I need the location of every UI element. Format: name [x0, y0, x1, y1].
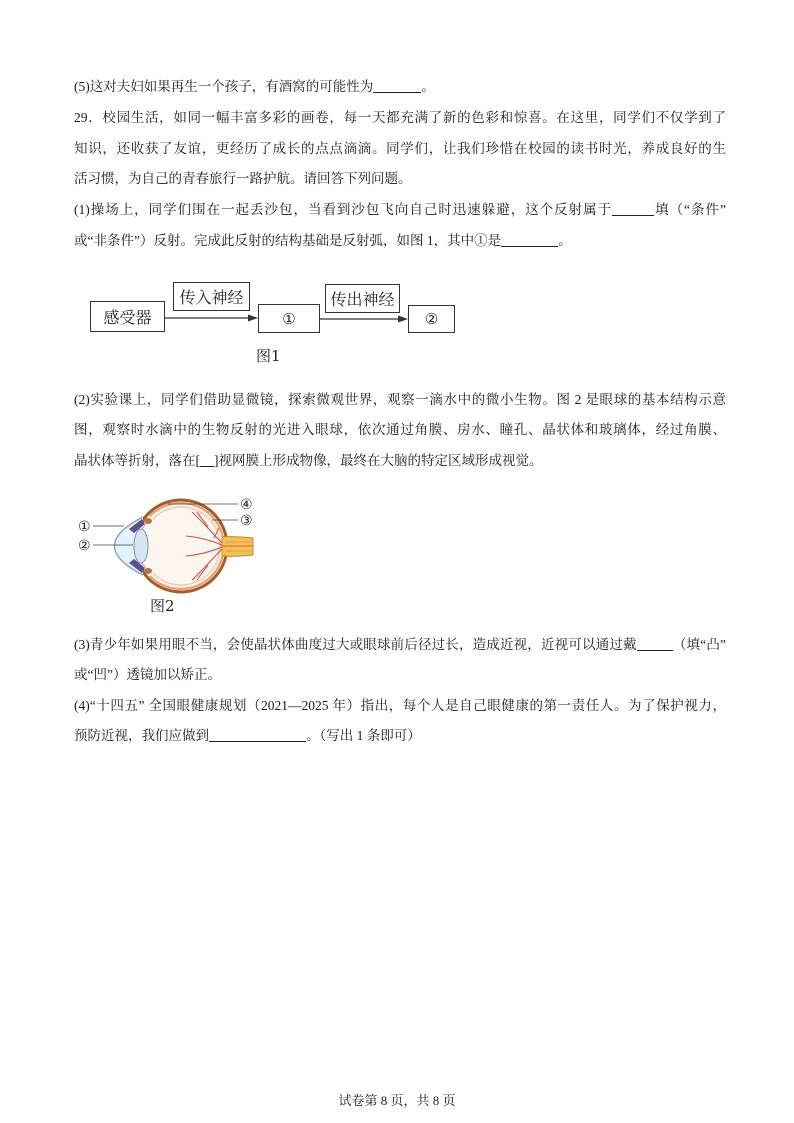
q29-sub3-line-2: 或“凹”）透镜加以矫正。 — [74, 667, 221, 683]
answer-blank — [637, 639, 673, 651]
q29-stem-line-2: 知识，还收获了友谊，更经历了成长的点点滴滴。同学们，让我们珍惜在校园的读书时光，养成良好的生 — [74, 140, 726, 156]
q29-sub3-text: (3)青少年如果用眼不当，会使晶状体曲度过大或眼球前后径过长，造成近视，近视可以通过戴 — [74, 636, 637, 652]
figure-1-caption: 图1 — [256, 347, 281, 365]
answer-blank — [612, 204, 654, 216]
q29-sub2-line-1: (2)实验课上，同学们借助显微镜，探索微观世界，观察一滴水中的微小生物。图 2 是眼球的基本结构示意 — [74, 391, 726, 407]
afferent-arrow-head — [248, 315, 258, 322]
q29-sub1-text-after: 填（“条件” — [654, 202, 726, 218]
page-footer: 试卷第 8 页，共 8 页 — [338, 1093, 456, 1108]
q29-sub1-line-2 — [74, 226, 726, 257]
q29-sub2-line3-end: ]视网膜上形成物像，最终在大脑的特定区域形成视觉。 — [214, 453, 543, 469]
ciliary-body-lower — [144, 568, 152, 574]
answer-blank — [501, 235, 558, 247]
answer-blank — [209, 730, 306, 742]
q29-sub3-text-after: （填“凸” — [672, 636, 726, 652]
answer-blank — [200, 455, 214, 467]
efferent-arrow-head — [398, 316, 408, 323]
q29-sub1-line-1 — [74, 195, 726, 226]
q29-sub4-line2-text: 预防近视，我们应做到 — [74, 728, 209, 744]
q29-sub1-line2-end: 。 — [558, 232, 572, 248]
q29-stem-line-3: 活习惯，为自己的青春旅行一路护航。请回答下列问题。 — [74, 171, 412, 187]
question-block-top — [74, 72, 726, 257]
optic-nerve — [222, 537, 253, 557]
q29-sub2-line-2: 图，观察时水滴中的生物反射的光进入眼球，依次通过角膜、房水、瞳孔、晶状体和玻璃体，经过角膜、 — [74, 422, 726, 438]
q28-sub5-line — [74, 72, 726, 103]
q28-sub5-end: 。 — [421, 79, 435, 94]
q29-sub2-line3-text: 晶状体等折射，落在[ — [74, 453, 200, 469]
label-4: ④ — [240, 497, 253, 513]
q29-sub2-line-3 — [74, 446, 726, 477]
q29-sub1-line2-text: 或“非条件”）反射。完成此反射的结构基础是反射弧，如图 1，其中①是 — [74, 232, 502, 248]
efferent-nerve-box: 传出神经 — [325, 284, 400, 313]
question-block-bottom — [74, 630, 726, 752]
eyeball-sclera — [135, 500, 227, 592]
q28-sub5-text: (5)这对夫妇如果再生一个孩子，有酒窝的可能性为 — [74, 79, 374, 94]
effector-box: ② — [408, 305, 455, 333]
receptor-box: 感受器 — [90, 301, 165, 332]
afferent-nerve-box: 传入神经 — [173, 282, 250, 311]
label-3: ③ — [240, 513, 253, 529]
q29-sub1-text: (1)操场上，同学们围在一起丢沙包，当看到沙包飞向自己时迅速躲避，这个反射属于 — [74, 202, 613, 218]
q29-sub4-line-2 — [74, 721, 726, 752]
answer-blank — [373, 81, 421, 93]
question-block-middle — [74, 385, 726, 477]
q29-sub4-line2-end: 。（写出 1 条即可） — [306, 728, 421, 744]
q29-sub4-line-1: (4)“十四五” 全国眼健康规划（2021—2025 年）指出，每个人是自己眼健康的第一责任人。为了保护视力， — [74, 697, 726, 713]
q29-stem-line-1: 29．校园生活，如同一幅丰富多彩的画卷，每一天都充满了新的色彩和惊喜。在这里，同学们不仅学到了 — [74, 109, 726, 125]
q29-sub3-line-1 — [74, 630, 726, 661]
ciliary-body-upper — [144, 518, 152, 524]
lens — [134, 529, 148, 563]
nerve-center-box: ① — [258, 304, 320, 333]
label-1: ① — [78, 519, 91, 535]
eyeball-diagram — [70, 492, 260, 598]
label-2: ② — [78, 538, 91, 554]
figure-2-caption: 图2 — [150, 597, 175, 615]
